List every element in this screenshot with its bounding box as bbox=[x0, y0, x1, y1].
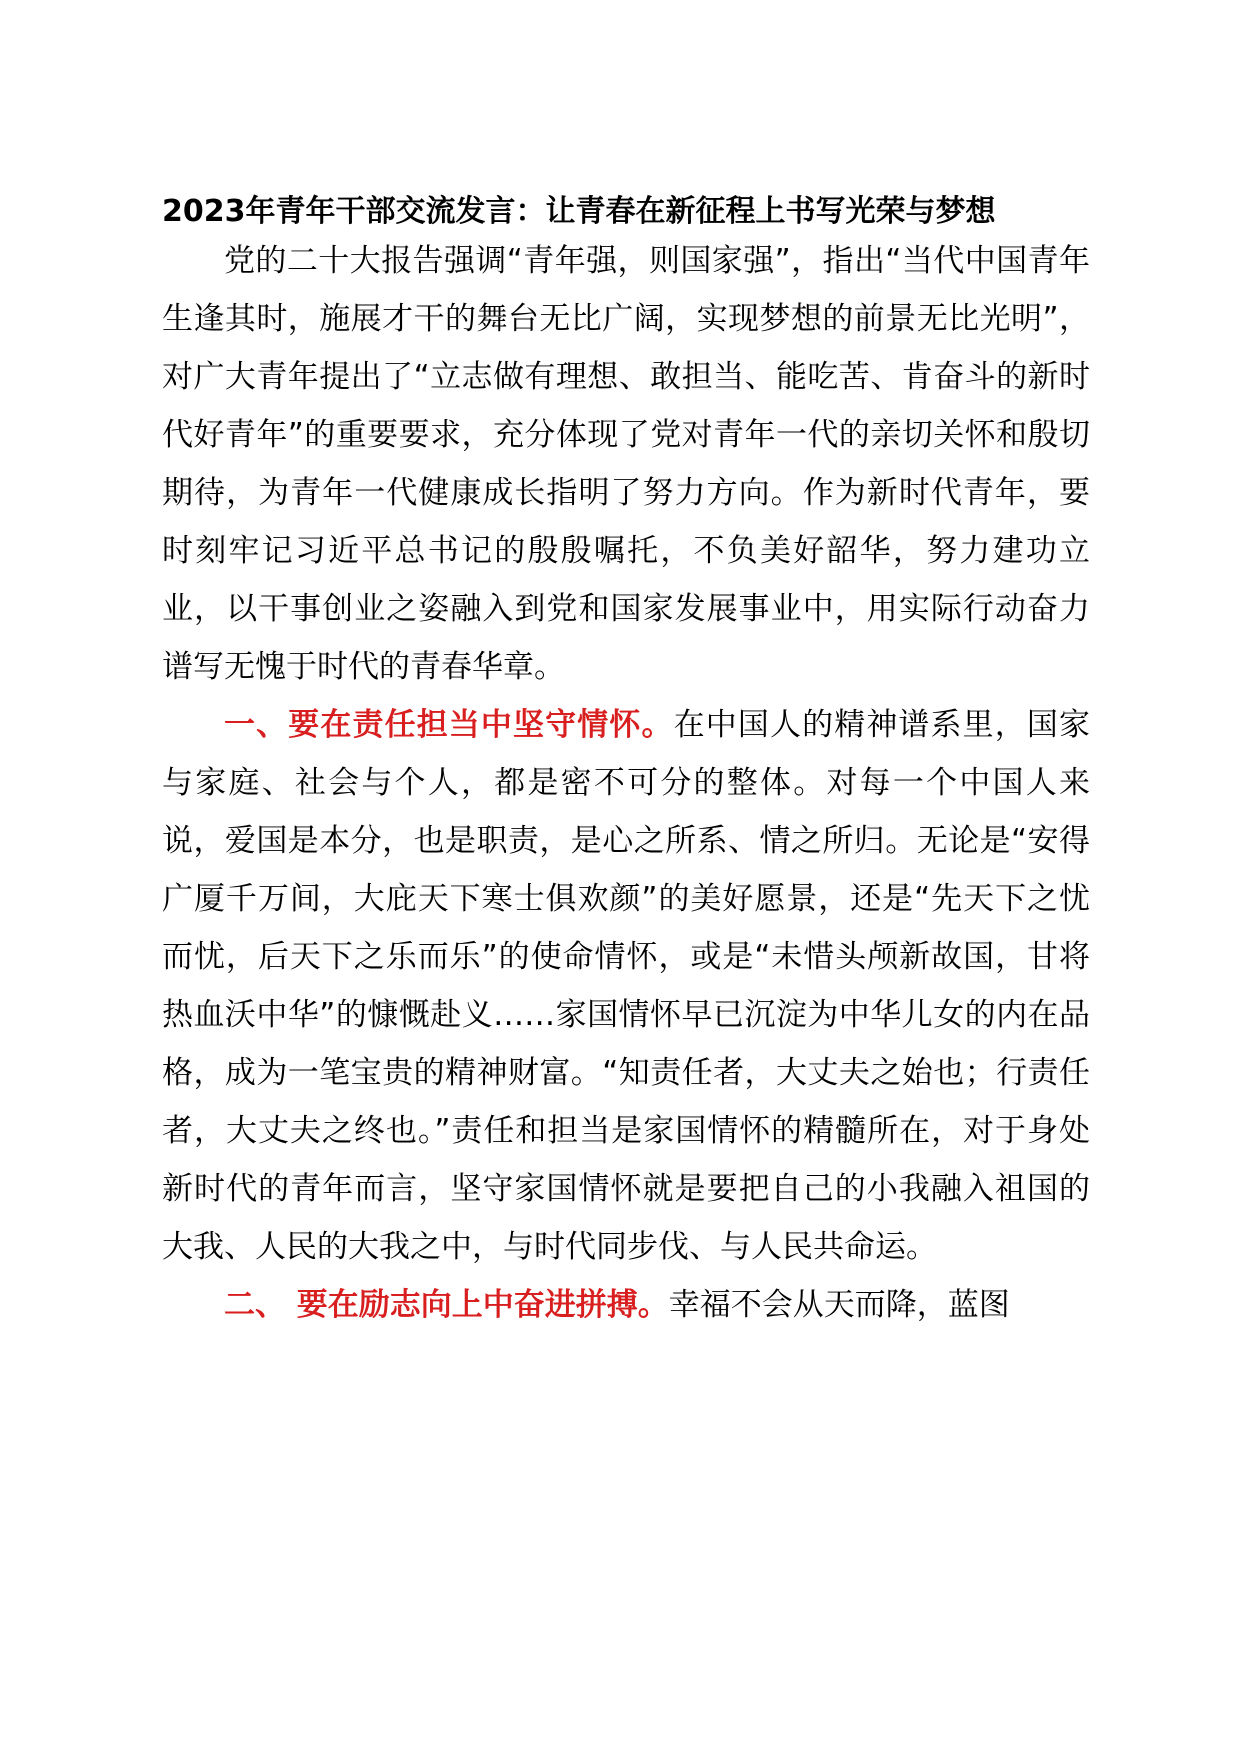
paragraph-intro bbox=[162, 232, 1090, 696]
section-heading-2: 二、 要在励志向上中奋进拼搏。 bbox=[224, 1287, 669, 1323]
paragraph-text: 幸福不会从天而降，蓝图 bbox=[668, 1287, 1010, 1323]
section-heading-1: 一、要在责任担当中坚守情怀。 bbox=[224, 707, 674, 743]
paragraph-text: 在中国人的精神谱系里，国家与家庭、社会与个人，都是密不可分的整体。对每一个中国人来说，爱国是本分，也是职责，是心之所系、情之所归。无论是“安得广厦千万间，大庇天下寒士俱欢颜”的美好愿景，还是“先天下之忧而忧，后天下之乐而乐”的使命情怀，或是“未惜头颅新故国，甘将热血沃中华”的慷慨赴义……家国情怀早已沉淀为中华儿女的内在品格，成为一笔宝贵的精神财富。“知责任者，大丈夫之始也；行责任者，大丈夫之终也。”责任和担当是家国情怀的精髓所在，对于身处新时代的青年而言，坚守家国情怀就是要把自己的小我融入祖国的大我、人民的大我之中，与时代同步伐、与人民共命运。 bbox=[162, 707, 1091, 1265]
paragraph-section-2 bbox=[162, 1276, 1090, 1334]
paragraph-section-1 bbox=[162, 696, 1090, 1276]
document-title: 2023年青年干部交流发言：让青春在新征程上书写光荣与梦想 bbox=[162, 194, 996, 229]
document-body bbox=[162, 192, 1090, 1334]
paragraph-text: 党的二十大报告强调“青年强，则国家强”，指出“当代中国青年生逢其时，施展才干的舞台无比广阔，实现梦想的前景无比光明”，对广大青年提出了“立志做有理想、敢担当、能吃苦、肯奋斗的新时代好青年”的重要要求，充分体现了党对青年一代的亲切关怀和殷切期待，为青年一代健康成长指明了努力方向。作为新时代青年，要时刻牢记习近平总书记的殷殷嘱托，不负美好韶华，努力建功立业，以干事创业之姿融入到党和国家发展事业中，用实际行动奋力谱写无愧于时代的青春华章。 bbox=[162, 243, 1090, 685]
